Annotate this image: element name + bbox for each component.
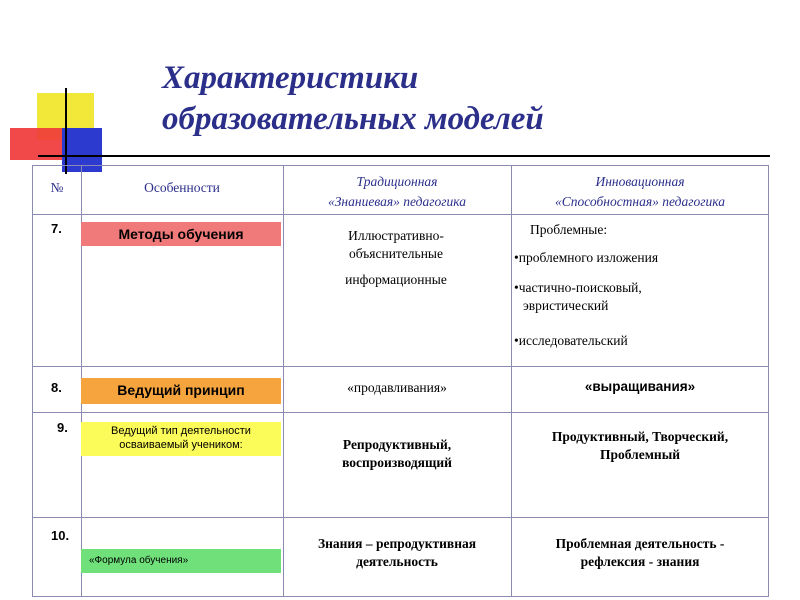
header-innovative-line1: Инновационная (595, 174, 685, 189)
traditional-methods (301, 227, 491, 289)
innovative-methods-item: •проблемного изложения (514, 250, 659, 265)
row-divider (33, 214, 768, 215)
header-innovative (511, 172, 769, 212)
row-number: 10. (51, 528, 70, 543)
row-divider (33, 412, 768, 413)
decor-vertical-line (65, 88, 67, 174)
header-traditional (283, 172, 511, 212)
innovative-activity (511, 428, 769, 464)
cell-line: Репродуктивный, (342, 437, 452, 452)
cell-line: информационные (345, 272, 447, 287)
row-divider (33, 366, 768, 367)
cell-line: Знания – репродуктивная (317, 536, 477, 551)
row-divider (33, 517, 768, 518)
decor-horizontal-line (38, 155, 770, 157)
cell-line: Проблемная деятельность - (555, 536, 725, 551)
innovative-methods-item: эвристический (523, 298, 609, 313)
innovative-principle: «выращивания» (584, 379, 696, 394)
cell-line: Проблемный (599, 447, 681, 462)
characteristics-table (32, 165, 769, 597)
header-feature: Особенности (144, 180, 220, 195)
row-number: 8. (51, 380, 62, 395)
cell-line: Продуктивный, Творческий, (551, 429, 729, 444)
header-innovative-line2: «Способностная» педагогика (554, 194, 726, 209)
traditional-principle: «продавливания» (347, 380, 447, 395)
row-number: 9. (57, 420, 68, 435)
innovative-methods-title: Проблемные: (530, 222, 608, 237)
cell-line: объяснительные (349, 246, 443, 261)
feature-tag-methods: Методы обучения (81, 222, 281, 246)
page-title (162, 58, 682, 140)
cell-line: деятельность (356, 554, 438, 569)
tag-line: осваиваемый учеником: (119, 439, 243, 451)
title-line-2: образовательных моделей (162, 101, 544, 137)
innovative-formula (511, 535, 769, 571)
innovative-methods-item: •исследовательский (514, 333, 628, 348)
row-number: 7. (51, 221, 62, 236)
traditional-formula (283, 535, 511, 571)
cell-line: Иллюстративно- (348, 228, 444, 243)
feature-tag-formula: «Формула обучения» (81, 549, 281, 573)
feature-tag-principle: Ведущий принцип (81, 378, 281, 404)
tag-line: Ведущий тип деятельности (111, 425, 251, 437)
feature-tag-activity-type (81, 422, 281, 456)
header-num: № (50, 180, 64, 195)
header-traditional-line1: Традиционная (356, 174, 438, 189)
header-traditional-line2: «Знаниевая» педагогика (328, 194, 466, 209)
traditional-activity (283, 436, 511, 472)
innovative-methods-item: •частично-поисковый, (514, 280, 642, 295)
cell-line: рефлексия - знания (580, 554, 700, 569)
title-line-1: Характеристики (162, 60, 419, 96)
cell-line: воспроизводящий (342, 455, 452, 470)
